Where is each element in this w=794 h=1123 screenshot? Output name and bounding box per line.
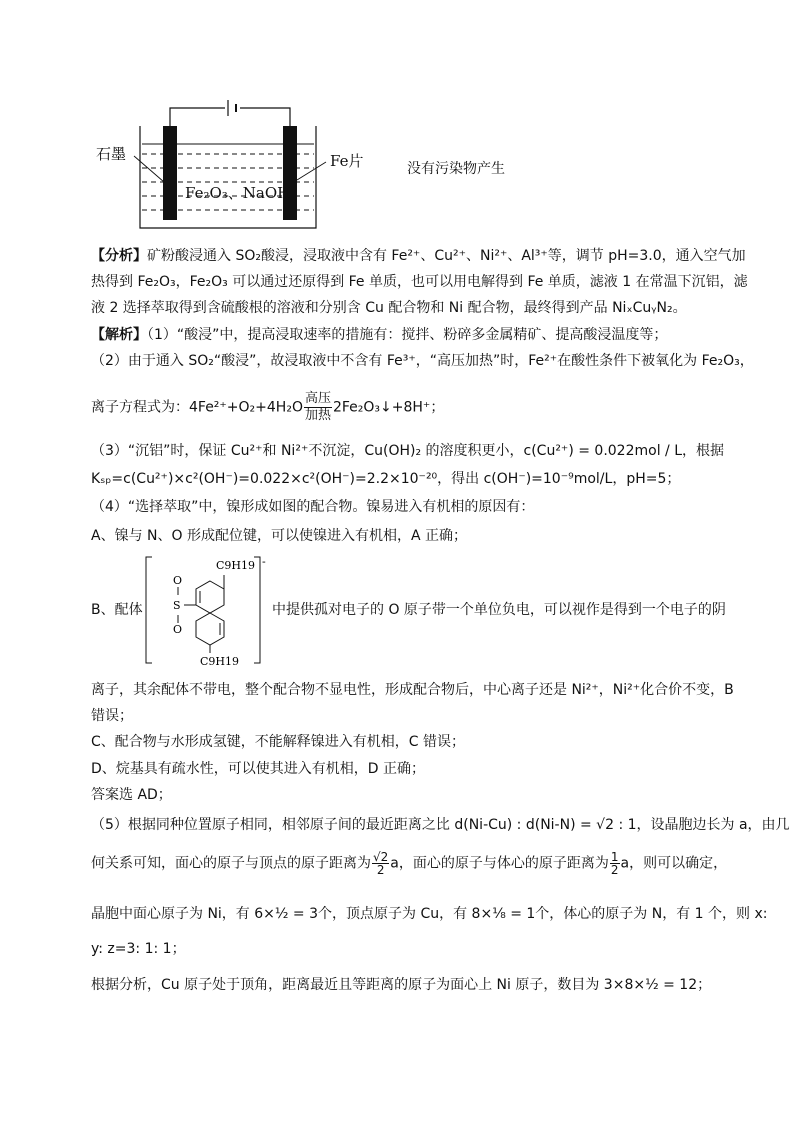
solution-line-6: 根据分析，Cu 原子处于顶角，距离最近且等距离的原子为面心上 Ni 原子，数目为 3×8×½ = 12； [91, 977, 712, 993]
fe-label: Fe片 [330, 152, 364, 170]
frac1-den: 2 [376, 863, 385, 877]
solution-text-1: （1）“酸浸”中，提高浸取速率的措施有：搅拌、粉碎多金属精矿、提高酸浸温度等； [147, 327, 668, 343]
solution-line-5d: y: z=3: 1: 1； [91, 941, 186, 957]
solution-line-5c: 晶胞中面心原子为 Ni，有 6×½ = 3个，顶点原子为 Cu，有 8×⅛ = 1个，体心的原子为 N，有 1 个，则 x: [91, 906, 768, 922]
solution-line-2: （2）由于通入 SO₂“酸浸”，故浸取液中不含有 Fe³⁺，“高压加热”时，Fe²⁺在酸性条件下被氧化为 Fe₂O₃， [91, 353, 754, 369]
graphite-electrode [163, 126, 177, 220]
condition-stack [304, 391, 332, 424]
solution-tag: 【解析】 [91, 327, 147, 343]
fraction-root2-over-2 [372, 851, 389, 876]
ionic-equation [91, 391, 444, 424]
condition-top: 高压 [304, 391, 331, 406]
option-d: D、烷基具有疏水性，可以使其进入有机相，D 正确； [91, 761, 426, 777]
ligand-charge: - [262, 555, 266, 568]
solution-line-1 [91, 325, 667, 345]
solution-line-3b: Kₛₚ=c(Cu²⁺)×c²(OH⁻)=0.022×c²(OH⁻)=2.2×10⁻²⁰，得出 c(OH⁻)=10⁻⁹mol/L，pH=5； [91, 471, 681, 487]
solution-line-5b [91, 851, 727, 876]
p5b-post: a，则可以确定， [620, 855, 728, 872]
fe-electrode [283, 126, 297, 220]
analysis-line-2: 热得到 Fe₂O₃，Fe₂O₃ 可以通过还原得到 Fe 单质，也可以用电解得到 Fe 单质，滤液 1 在常温下沉铝，滤 [91, 274, 748, 290]
fraction-half [610, 851, 620, 876]
equation-left: 离子方程式为：4Fe²⁺+O₂+4H₂O [91, 399, 303, 416]
alkyl-bottom: C9H19 [200, 655, 240, 668]
frac2-num: 1 [610, 850, 619, 864]
oxygen-bottom: O [173, 623, 183, 636]
analysis-tag: 【分析】 [91, 248, 147, 264]
option-b-line-2: 离子，其余配体不带电，整个配合物不显电性，形成配合物后，中心离子还是 Ni²⁺，Ni²⁺化合价不变，B [91, 682, 734, 698]
alkyl-top: C9H19 [216, 559, 256, 572]
no-pollution-note: 没有污染物产生 [407, 161, 505, 177]
p5b-mid: a，面心的原子与体心的原子距离为 [390, 855, 609, 872]
frac1-num: √2 [373, 850, 389, 864]
frac2-den: 2 [610, 863, 619, 877]
p5b-pre: 何关系可知，面心的原子与顶点的原子距离为 [91, 855, 371, 872]
option-b-text: 中提供孤对电子的 O 原子带一个单位负电，可以视作是得到一个电子的阴 [272, 602, 726, 618]
solution-line-3: （3）“沉铝”时，保证 Cu²⁺和 Ni²⁺不沉淀，Cu(OH)₂ 的溶度积更小，c(Cu²⁺) = 0.022mol / L，根据 [91, 443, 724, 459]
analysis-line-3: 液 2 选择萃取得到含硫酸根的溶液和分别含 Cu 配合物和 Ni 配合物，最终得到产品 NiₓCuᵧN₂。 [91, 300, 687, 316]
condition-bottom: 加热 [304, 408, 331, 423]
analysis-text-1: 矿粉酸浸通入 SO₂酸浸，浸取液中含有 Fe²⁺、Cu²⁺、Ni²⁺、Al³⁺等，调节 pH=3.0，通入空气加 [147, 248, 746, 264]
equation-right: 2Fe₂O₃↓+8H⁺； [332, 399, 445, 416]
analysis-line-1 [91, 246, 746, 266]
option-b-line-3: 错误； [91, 708, 133, 724]
oxygen-top: O [173, 574, 183, 587]
solution-line-4: （4）“选择萃取”中，镍形成如图的配合物。镍易进入有机相的原因有： [91, 499, 535, 515]
solution-label: Fe₂O₃、NaOH [185, 184, 291, 202]
graphite-label: 石墨 [96, 145, 127, 163]
answer-line: 答案选 AD； [91, 787, 172, 803]
ligand-structure [142, 553, 270, 669]
sulfur-atom: S [173, 599, 181, 612]
solution-line-5a: （5）根据同种位置原子相同，相邻原子间的最近距离之比 d(Ni-Cu) : d(Ni-N) = √2 : 1，设晶胞边长为 a，由几 [91, 817, 790, 833]
option-a: A、镍与 N、O 形成配位键，可以使镍进入有机相，A 正确； [91, 528, 467, 544]
option-b-prefix: B、配体 [91, 602, 143, 618]
option-c: C、配合物与水形成氢键，不能解释镍进入有机相，C 错误； [91, 734, 465, 750]
